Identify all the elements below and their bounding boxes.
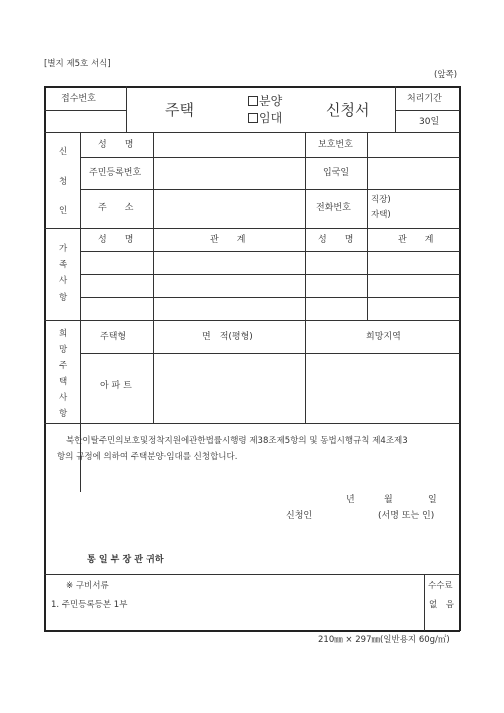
housing-type-label: 주택형 — [100, 332, 127, 342]
required-documents-title: ※ 구비서류 — [66, 581, 109, 591]
processing-period-label: 처리기간 — [407, 94, 442, 104]
desired-housing-label-5: 사 — [59, 393, 68, 403]
receipt-number-field[interactable] — [46, 111, 125, 131]
frame-right — [459, 86, 461, 631]
frame-left — [44, 86, 46, 631]
desired-housing-label-1: 희 — [59, 329, 68, 339]
paper-specification: 210㎜ × 297㎜(일반용지 60g/㎡) — [318, 635, 450, 645]
sale-option-label: 분양 — [259, 94, 283, 108]
family-relation-header: 관 계 — [210, 235, 246, 245]
resident-registration-number-label: 주민등록번호 — [89, 168, 142, 178]
phone-label: 전화번호 — [316, 203, 351, 213]
lease-option-label: 임대 — [259, 111, 283, 125]
front-side-label: (앞쪽) — [434, 70, 458, 80]
statement-line-2: 항의 규정에 의하여 주택분양·임대를 신청합니다. — [57, 452, 238, 462]
entry-date-field[interactable] — [369, 159, 457, 187]
protection-number-field[interactable] — [369, 134, 457, 155]
desired-housing-label-6: 항 — [59, 409, 68, 419]
family-label-3: 사 — [59, 276, 68, 286]
area-label: 면 적(평형) — [202, 332, 253, 342]
form-title-application: 신청서 — [326, 101, 370, 119]
phone-home-label: 자택) — [371, 210, 391, 220]
family-label-4: 항 — [59, 293, 68, 303]
phone-work-label: 직장) — [371, 195, 391, 205]
fee-value: 없 음 — [429, 600, 454, 610]
receipt-number-label: 접수번호 — [61, 94, 96, 104]
desired-housing-label-4: 택 — [59, 377, 68, 387]
address-label: 주 소 — [98, 203, 134, 213]
statement-line-1: 북한이탈주민의보호및정착지원에관한법률시행령 제38조제5항의 및 동법시행규칙 제4조제3 — [66, 436, 408, 446]
applicant-label-1: 신 — [59, 147, 68, 157]
date-year-label: 년 — [346, 495, 355, 505]
area-field[interactable] — [155, 355, 303, 421]
desired-housing-label-3: 주 — [59, 361, 68, 371]
desired-area-label: 희망지역 — [366, 332, 401, 342]
family-relation-header-2: 관 계 — [398, 235, 434, 245]
family-name-header: 성 명 — [98, 235, 134, 245]
protection-number-label: 보호번호 — [318, 140, 353, 150]
applicant-signature-label: 신청인 — [286, 511, 313, 521]
processing-period-value: 30일 — [419, 117, 440, 127]
applicant-label-3: 인 — [59, 206, 68, 216]
family-name-header-2: 성 명 — [318, 235, 354, 245]
name-label: 성 명 — [98, 140, 134, 150]
required-document-1: 1. 주민등록등본 1부 — [51, 600, 128, 610]
desired-area-field[interactable] — [307, 355, 457, 421]
desired-housing-label-2: 망 — [59, 345, 68, 355]
applicant-label-2: 청 — [59, 177, 68, 187]
address-field[interactable] — [155, 191, 303, 226]
family-label-1: 가 — [59, 244, 68, 254]
form-title-housing: 주택 — [165, 101, 194, 119]
lease-checkbox[interactable] — [248, 113, 258, 123]
frame-top — [44, 86, 460, 88]
resident-registration-number-field[interactable] — [155, 159, 303, 187]
entry-date-label: 입국일 — [323, 168, 350, 178]
fee-label: 수수료 — [428, 581, 453, 591]
form-reference: [별지 제5호 서식] — [44, 59, 111, 69]
apartment-label: 아 파 트 — [100, 381, 132, 391]
date-month-label: 월 — [384, 495, 393, 505]
date-day-label: 일 — [428, 495, 437, 505]
signature-or-seal-label: (서명 또는 인) — [378, 511, 435, 521]
family-label-2: 족 — [59, 260, 68, 270]
name-field[interactable] — [155, 134, 303, 155]
frame-bottom — [44, 630, 460, 632]
sale-checkbox[interactable] — [248, 96, 258, 106]
addressee: 통 일 부 장 관 귀하 — [87, 555, 164, 565]
